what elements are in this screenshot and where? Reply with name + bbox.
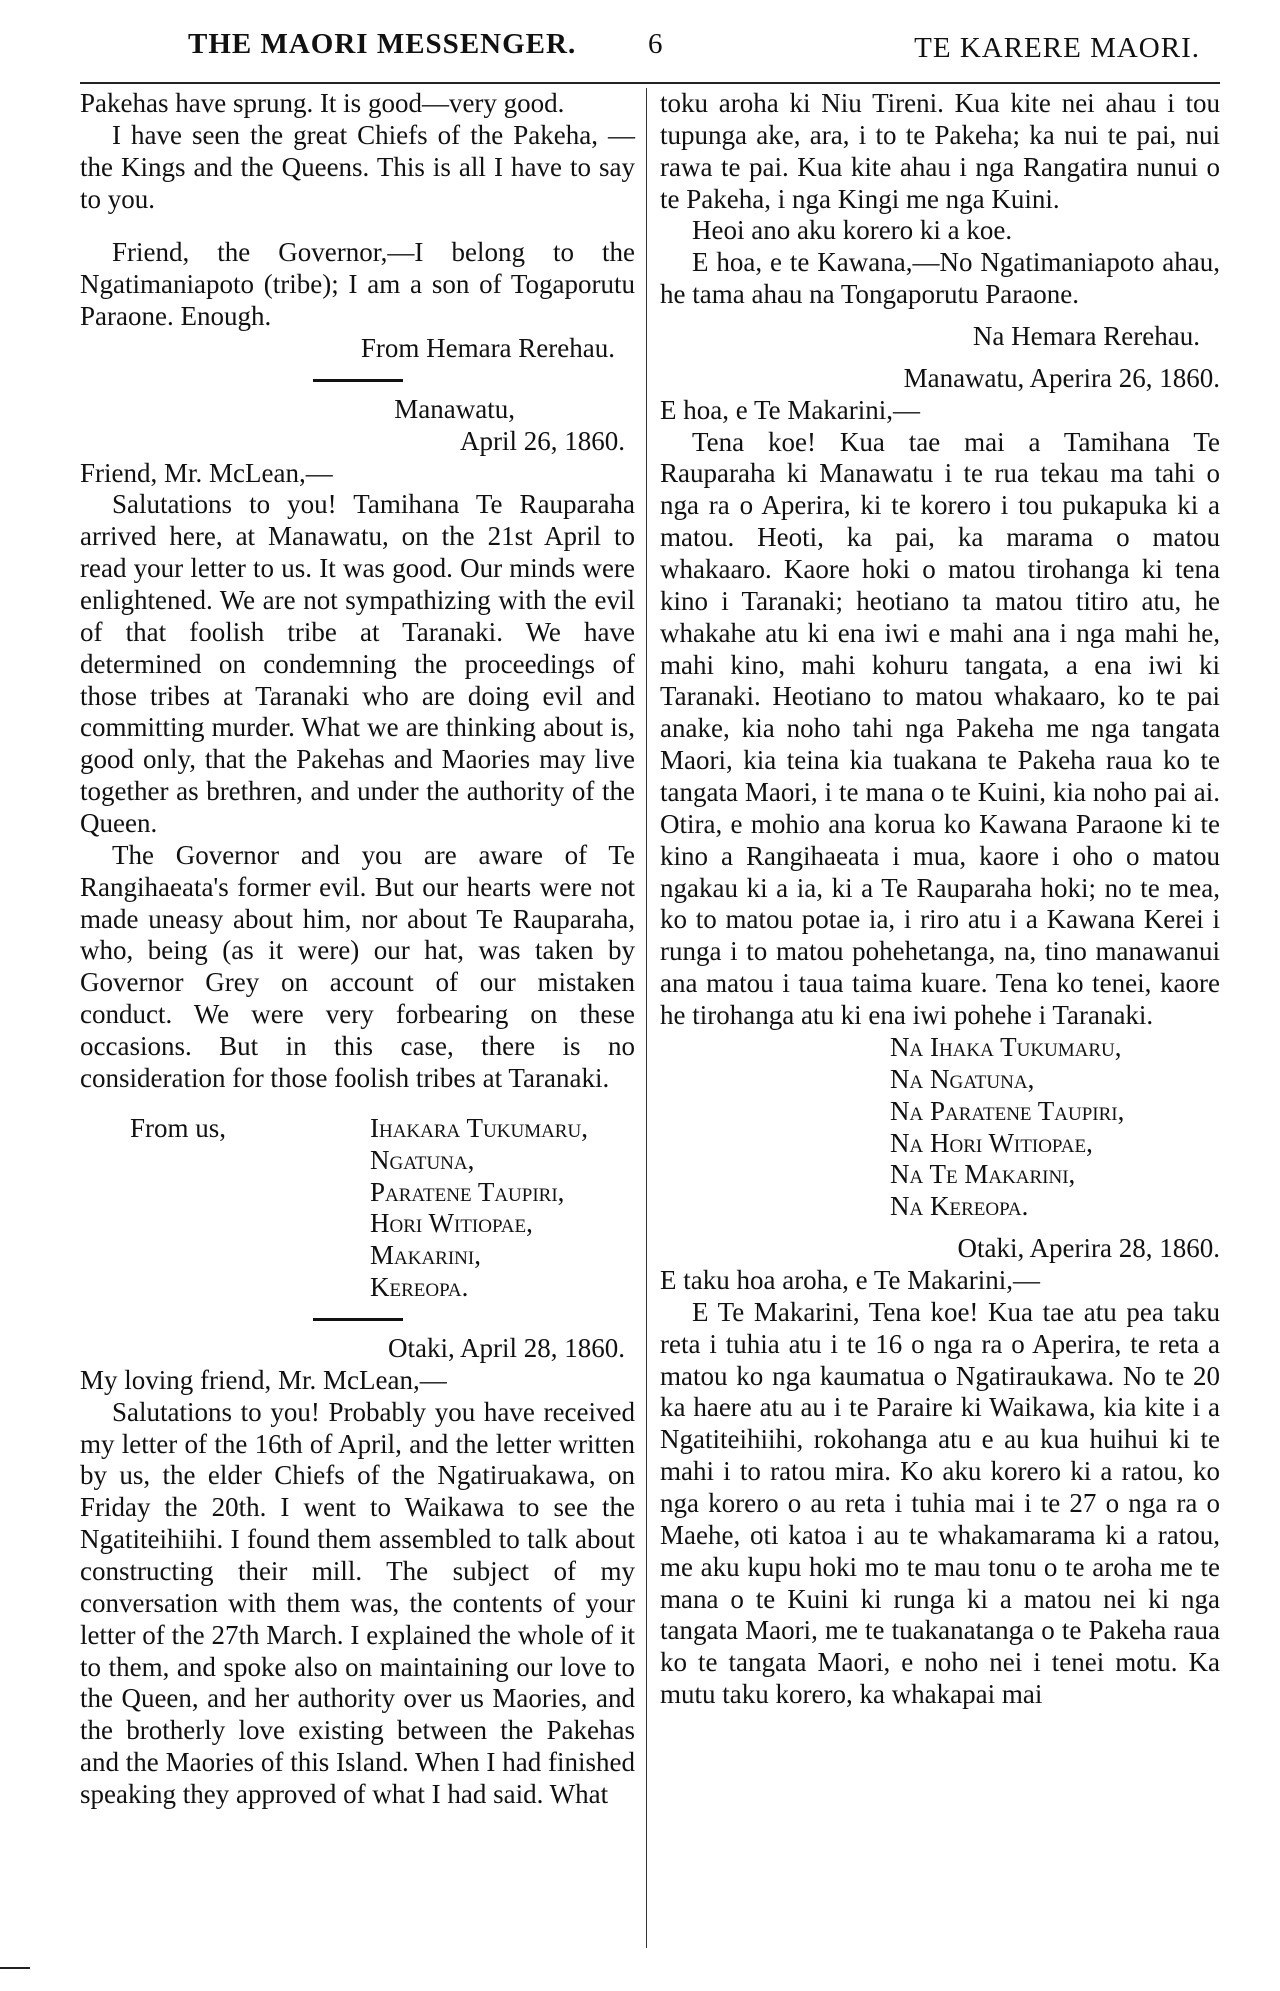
header-left-title: THE MAORI MESSENGER. <box>188 28 577 60</box>
letter2-paragraph: Salutations to you! Probably you have received my letter of the 16th of April, and the letter written by us, the elder Chiefs of the Ngatiruakawa, on Friday the 20th. I went to Waikawa to see the Ngatiteihiihi. I found them assembled to talk about constructing their mill. The subject of my conversation with them was, the contents of your letter of the 27th March. I explained the whole of it to them, and spoke also on maintaining our love to the Queen, and her authority over us Maories, and the brotherly love existing between the Pakehas and the Maories of this Island. When I had finished speaking they approved of what I had said. What <box>80 1396 635 1809</box>
signatory-name: Makarini, <box>370 1240 481 1271</box>
signatory-name: Paratene Taupiri, <box>370 1176 565 1207</box>
english-governor-paragraph: Friend, the Governor,—I belong to the Ngatimaniapoto (tribe); I am a son of Togaporutu Paraone. Enough. <box>80 237 635 332</box>
maori-governor-paragraph: E hoa, e te Kawana,—No Ngatimaniapoto ahau, he tama ahau na Tongaporutu Paraone. <box>660 247 1220 310</box>
bottom-edge-mark <box>0 1967 30 1969</box>
maori-letter1-paragraph: Tena koe! Kua tae mai a Tamihana Te Rauparaha ki Manawatu i te rua tekau ma tahi o nga ra o Aperira, ki te korero i tou pukapuka ki a matou. Heoti, ka pai, ka marama o matou whakaaro. Kaore hoki o matou tirohanga ki tena kino i Taranaki; heotiano ta matou titiro atu, he whakahe atu ki ena iwi e mahi ana i nga mahi he, mahi kino, mahi kohuru tangata, a ena iwi ki Taranaki. Heotiano to matou whakaaro, ko te pai anake, kia noho tahi nga Pakeha me nga tangata Maori, kia teina kia tuakana te Pakeha raua ko te tangata Maori, i te mana o te Kuini, kia noho pai ai. Otira, e mohio ana korua ko Kawana Paraone ki te kino a Rangihaeata i mua, kaore i oho o matou ngakau ki a ia, ki a Te Rauparaha hoki; no te mea, ko to matou potae ia, i riro atu i a Kawana Kerei i runga i to matou pohehetanga, na, tino manawanui ana matou i taua taima kuare. Tena ko tenei, kaore he tirohanga atu ki ena iwi pohehe i Taranaki. <box>660 426 1220 1031</box>
signatory-name: Na Ngatuna, <box>890 1063 1035 1094</box>
maori-letter1-date: Manawatu, Aperira 26, 1860. <box>903 362 1220 393</box>
header-rule <box>80 82 1220 84</box>
maori-column <box>660 88 1220 1711</box>
signatory-name: Na Paratene Taupiri, <box>890 1095 1125 1126</box>
letter1-salutation: Friend, Mr. McLean,— <box>80 457 333 488</box>
signatory-name: Na Te Makarini, <box>890 1159 1076 1190</box>
letter1-paragraph-2: The Governor and you are aware of Te Rangihaeata's former evil. But our hearts were not made uneasy about him, nor about Te Rauparaha, who, being (as it were) our hat, was taken by Governor Grey on account of our mistaken conduct. We were very forbearing on these occasions. But in this case, there is no consideration for those foolish tribes at Taranaki. <box>80 839 635 1093</box>
letter1-place: Manawatu, <box>394 393 515 424</box>
signatory-name: Na Ihaka Tukumaru, <box>890 1031 1122 1062</box>
letter1-paragraph-1: Salutations to you! Tamihana Te Rauparaha arrived here, at Manawatu, on the 21st April to read your letter to us. It was good. Our minds were enlightened. We are not sympathizing with the evil of that foolish tribe at Taranaki. We have determined on condemning the proceedings of those tribes at Taranaki who are doing evil and committing murder. What we are thinking about is, good only, that the Pakehas and Maories may live together as brethren, and under the authority of the Queen. <box>80 489 635 839</box>
signatory-name: Ngatuna, <box>370 1144 475 1175</box>
page-number: 6 <box>648 28 663 60</box>
maori-letter2-salutation: E taku hoa aroha, e Te Makarini,— <box>660 1264 1040 1295</box>
maori-letter2-paragraph: E Te Makarini, Tena koe! Kua tae atu pea taku reta i tuhia atu i te 16 o nga ra o Aperira, te reta a matou ko nga kaumatua o Ngatiraukawa. No te 20 ka haere atu au i te Paraire ki Waikawa, kia kite i a Ngatiteihiihi, rokohanga atu e au kua huihui ki te mahi i to ratou mira. Ko aku korero ki a ratou, ko nga korero o au reta i tuhia mai i te 27 o nga ra o Maehe, oti katoa i au te whakamarama ki a ratou, me aku kupu hoki mo te mau tonu o te aroha me te mana o te Kuini ki runga ki a matou nei ki nga tangata Maori, me te tuakanatanga o te Pakeha raua ko te tangata Maori, e noho nei i tenei motu. Ka mutu taku korero, ka whakapai mai <box>660 1296 1220 1710</box>
letter1-date: April 26, 1860. <box>460 425 625 456</box>
signatory-name: Na Hori Witiopae, <box>890 1127 1093 1158</box>
section-rule <box>313 1318 403 1321</box>
maori-letter1-signatures <box>660 1032 1220 1223</box>
column-divider <box>646 88 647 1948</box>
english-intro-paragraph: I have seen the great Chiefs of the Pakeha, —the Kings and the Queens. This is all I have to say to you. <box>80 119 635 214</box>
signatory-name: Kereopa. <box>370 1272 469 1303</box>
english-column <box>80 88 635 1811</box>
header-right-title: TE KARERE MAORI. <box>914 32 1200 64</box>
section-rule <box>313 379 403 382</box>
maori-signature-hemara: Na Hemara Rerehau. <box>972 321 1200 352</box>
letter2-salutation: My loving friend, Mr. McLean,— <box>80 1364 447 1395</box>
signatory-name: Hori Witiopae, <box>370 1208 533 1239</box>
maori-intro-line: Heoi ano aku korero ki a koe. <box>692 215 1013 246</box>
english-signature-hemara: From Hemara Rerehau. <box>360 333 615 364</box>
maori-letter2-date: Otaki, Aperira 28, 1860. <box>957 1233 1220 1264</box>
english-intro-line: Pakehas have sprung. It is good—very good. <box>80 88 565 118</box>
signatory-name: Na Kereopa. <box>890 1191 1029 1222</box>
page-header <box>80 28 1220 72</box>
maori-letter1-salutation: E hoa, e Te Makarini,— <box>660 394 921 425</box>
letter1-signatures <box>80 1113 635 1304</box>
signatory-name: Ihakara Tukumaru, <box>370 1112 588 1143</box>
letter2-date: Otaki, April 28, 1860. <box>388 1332 625 1363</box>
maori-intro-paragraph: toku aroha ki Niu Tireni. Kua kite nei ahau i tou tupunga ake, ara, i to te Pakeha; ka nui te pai, nui rawa te pai. Kua kite ahau i nga Rangatira nunui o te Pakeha, i nga Kingi me nga Kuini. <box>660 88 1220 214</box>
from-label: From us, <box>130 1112 227 1143</box>
